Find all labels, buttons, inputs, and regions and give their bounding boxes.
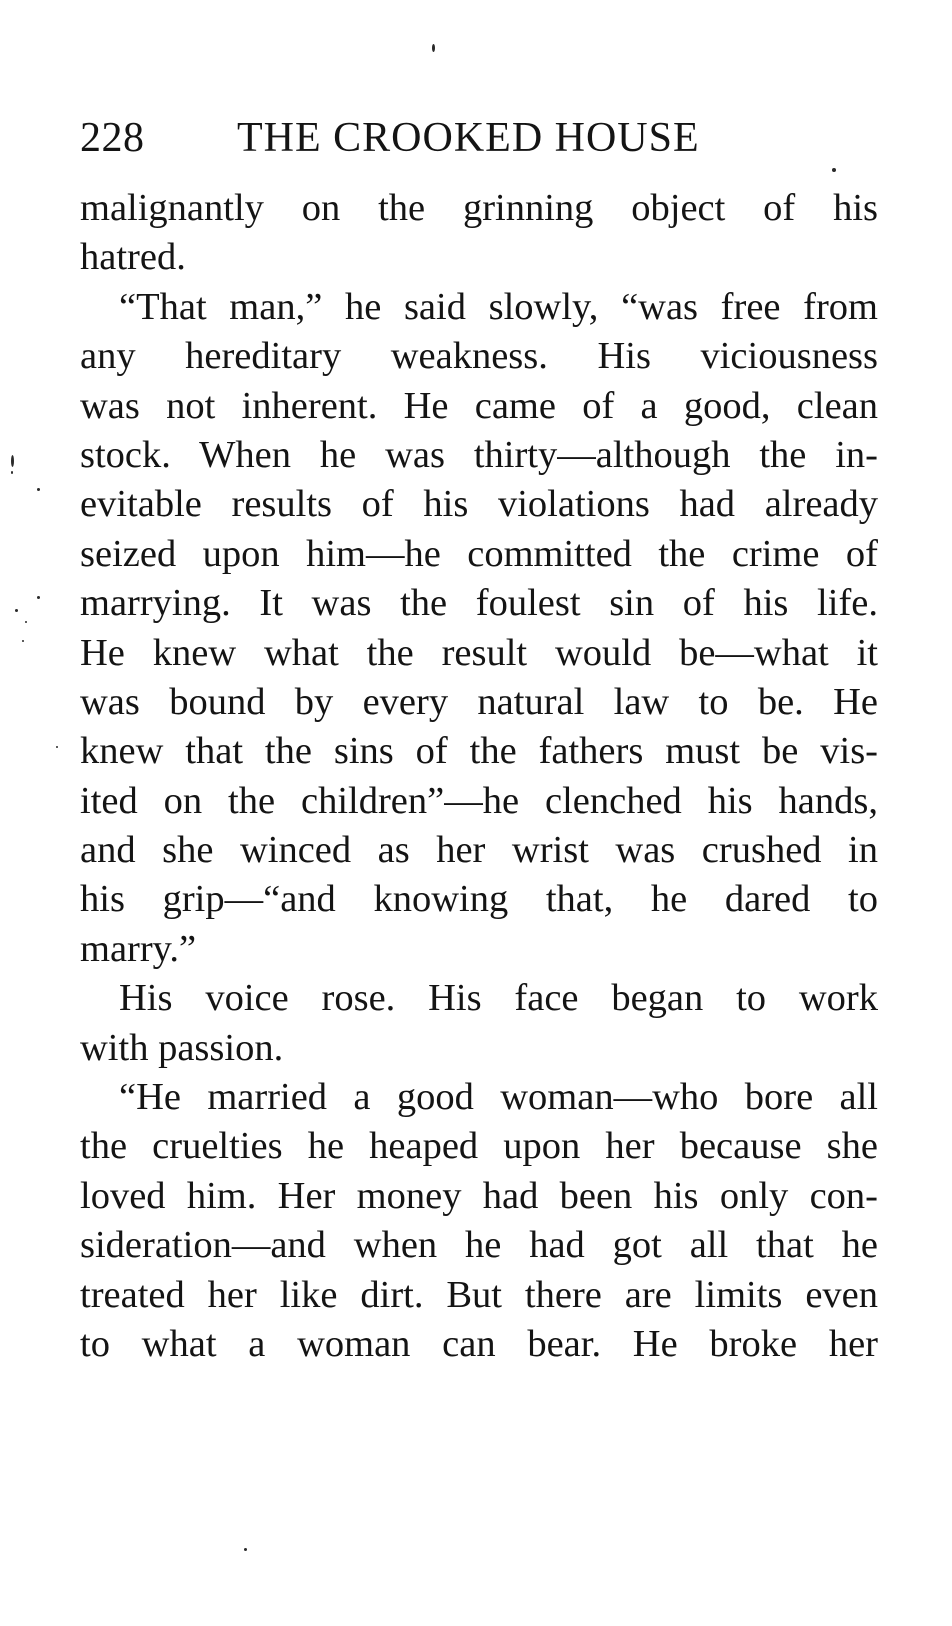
scan-speck — [432, 44, 435, 52]
text-line: loved him. Her money had been his only con- — [80, 1174, 878, 1217]
text-line: sideration—and when he had got all that he — [80, 1224, 878, 1267]
text-line: marrying. It was the foulest sin of his life. — [80, 582, 878, 625]
text-line: stock. When he was thirty—although the in- — [80, 433, 878, 476]
scan-speck — [22, 640, 24, 642]
text-line: He knew what the result would be—what it — [80, 631, 878, 674]
body-text — [80, 184, 878, 1369]
text-line: knew that the sins of the fathers must be vis- — [80, 730, 878, 773]
running-head — [80, 108, 860, 168]
scan-speck — [244, 1548, 247, 1551]
scan-speck — [15, 609, 18, 612]
text-line: His voice rose. His face began to work — [119, 977, 878, 1020]
scan-speck — [56, 746, 58, 748]
text-line: hatred. — [80, 236, 186, 279]
text-line: was not inherent. He came of a good, clean — [80, 384, 878, 427]
text-line: with passion. — [80, 1026, 284, 1069]
text-line: ited on the children”—he clenched his hands, — [80, 779, 878, 822]
text-line: evitable results of his violations had already — [80, 483, 878, 526]
text-line: was bound by every natural law to be. He — [80, 680, 878, 723]
scan-speck — [832, 168, 836, 172]
text-line: the cruelties he heaped upon her because she — [80, 1125, 878, 1168]
text-line: “He married a good woman—who bore all — [119, 1076, 878, 1119]
text-line: seized upon him—he committed the crime of — [80, 532, 878, 575]
page-number: 228 — [80, 115, 145, 161]
text-line: and she winced as her wrist was crushed in — [80, 829, 878, 872]
text-line: malignantly on the grinning object of his — [80, 187, 878, 229]
text-line: to what a woman can bear. He broke her — [80, 1322, 878, 1365]
scan-speck — [11, 455, 14, 467]
scan-speck — [37, 488, 40, 491]
text-line: his grip—“and knowing that, he dared to — [80, 878, 878, 921]
running-title: THE CROOKED HOUSE — [237, 115, 700, 161]
text-line: treated her like dirt. But there are limits even — [80, 1273, 878, 1316]
scan-speck — [37, 596, 40, 599]
text-line: marry.” — [80, 927, 197, 970]
scan-speck — [25, 621, 27, 623]
text-line: any hereditary weakness. His viciousness — [80, 335, 878, 378]
scan-speck — [11, 471, 13, 474]
text-line: “That man,” he said slowly, “was free from — [119, 285, 878, 328]
